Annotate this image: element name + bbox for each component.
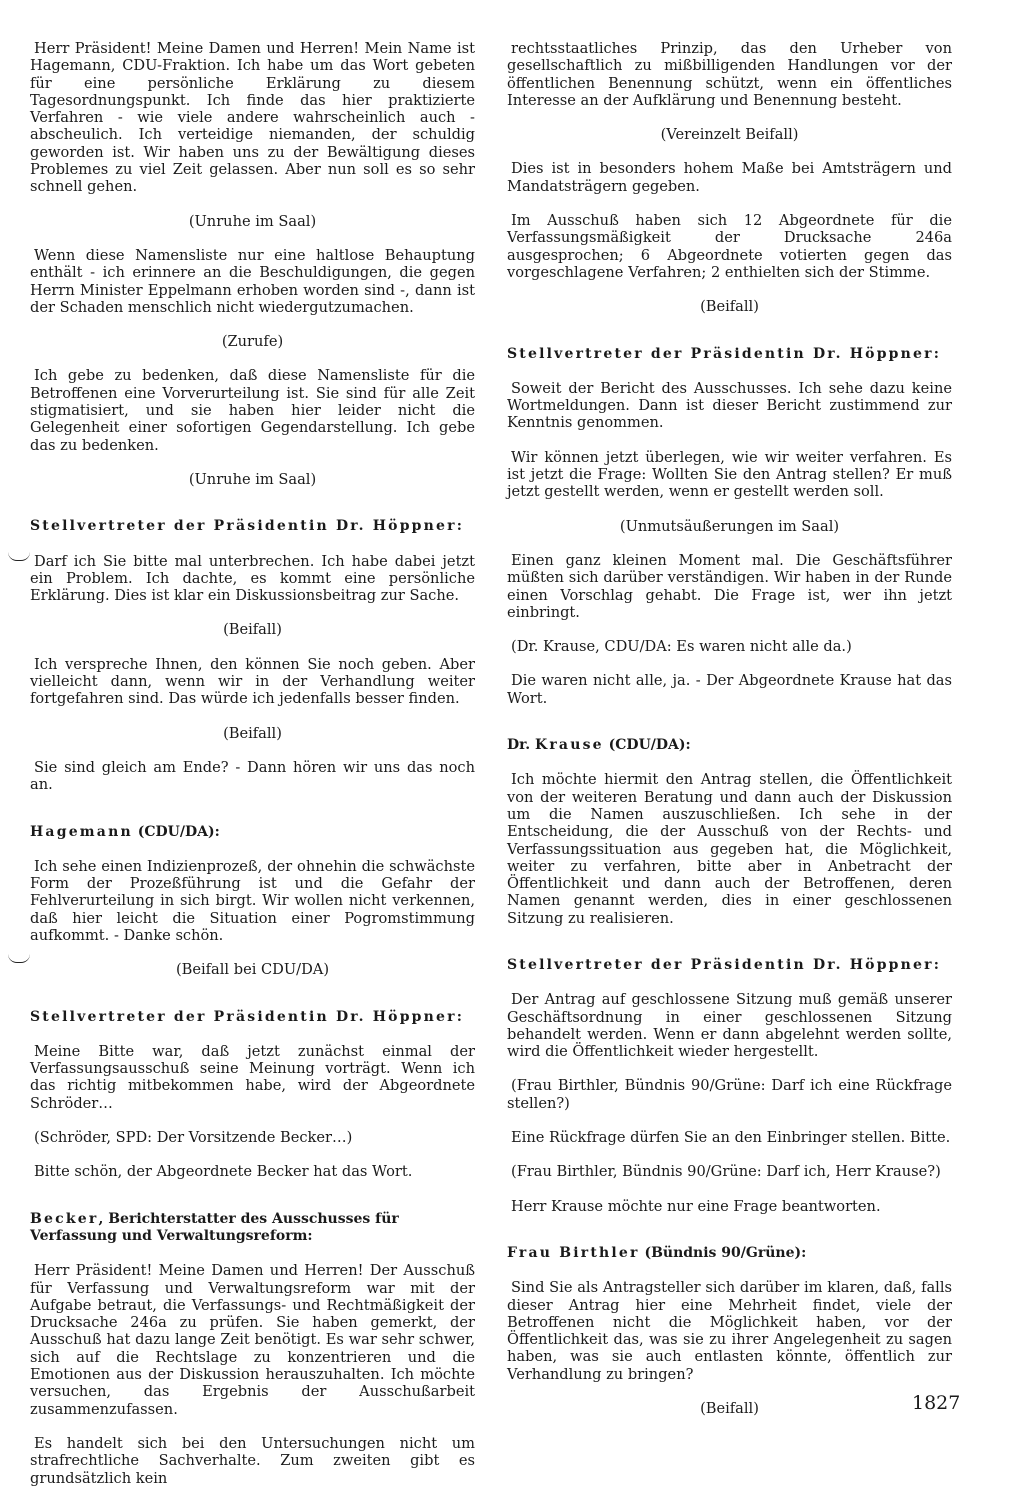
speaker-party: (CDU/DA):: [132, 823, 220, 840]
paragraph: Ich möchte hiermit den Antrag stellen, die Öffentlichkeit von der weiteren Beratung und dann auch der Diskussion um die Namen auszuschließen. Ich sehe in der Entscheidung, die der Ausschuß von der Rechts- und Verfassungssituation aus gegeben hat, die Möglichkeit, weiter zu verfahren, bitte aber in Anbetracht der Öffentlichkeit und dann auch der Betroffenen, deren Namen genannt werden, dies in einer geschlossenen Sitzung zu realisieren.: [507, 771, 952, 927]
speaker-party: (CDU/DA):: [603, 737, 691, 754]
speaker-name: Hagemann: [30, 823, 133, 840]
paragraph: Der Antrag auf geschlossene Sitzung muß gemäß unserer Geschäftsordnung in einer geschlossenen Sitzung behandelt werden. Wenn er dann abgelehnt werden sollte, wird die Öffentlichkeit wieder hergestellt.: [507, 991, 952, 1061]
paragraph: Bitte schön, der Abgeordnete Becker hat das Wort.: [34, 1163, 413, 1181]
interjection-quote: (Dr. Krause, CDU/DA: Es waren nicht alle da.): [511, 638, 852, 656]
speaker-name: Stellvertreter der Präsidentin Dr. Höppner: [507, 956, 934, 973]
speaker-heading: [507, 957, 952, 974]
interjection-quote: (Frau Birthler, Bündnis 90/Grüne: Darf ich, Herr Krause?): [511, 1163, 941, 1181]
paragraph: Es handelt sich bei den Untersuchungen nicht um strafrechtliche Sachverhalte. Zum zweiten gibt es grundsätzlich kein: [30, 1434, 475, 1487]
paragraph: Im Ausschuß haben sich 12 Abgeordnete für die Verfassungsmäßigkeit der Drucksache 246a ausgesprochen; 6 Abgeordnete votierten gegen das vorgeschlagene Verfahren; 2 enthielten sich der Stimme.: [507, 212, 952, 281]
paragraph: Soweit der Bericht des Ausschusses. Ich sehe dazu keine Wortmeldungen. Dann ist dieser Bericht zustimmend zur Kenntnis genommen.: [507, 379, 952, 432]
paragraph: Herr Krause möchte nur eine Frage beantworten.: [511, 1197, 881, 1215]
speaker-name: Frau Birthler: [507, 1244, 640, 1261]
paragraph: Eine Rückfrage dürfen Sie an den Einbringer stellen. Bitte.: [511, 1129, 951, 1147]
paragraph: Ich verspreche Ihnen, den können Sie noch geben. Aber vielleicht dann, wenn wir in der Verhandlung weiter fortgefahren sind. Das würde ich jedenfalls besser finden.: [30, 655, 475, 708]
paragraph: Wenn diese Namensliste nur eine haltlose Behauptung enthält - ich erinnere an die Beschuldigungen, die gegen Herrn Minister Eppelmann erhoben worden sind -, dann ist der Schaden menschlich nicht wiedergutzumachen.: [30, 246, 475, 316]
interjection-quote: (Schröder, SPD: Der Vorsitzende Becker…): [34, 1129, 353, 1147]
interjection-quote: (Frau Birthler, Bündnis 90/Grüne: Darf ich eine Rückfrage stellen?): [507, 1077, 952, 1112]
interjection: (Unruhe im Saal): [188, 470, 317, 488]
speaker-name: Krause: [534, 737, 604, 754]
paragraph: Herr Präsident! Meine Damen und Herren! Der Ausschuß für Verfassung und Verwaltungsreform war mit der Aufgabe betraut, die Verfassungs- und Rechtmäßigkeit der Drucksache 246a zu prüfen. Sie haben gemerkt, der Ausschuß hat dazu lange Zeit benötigt. Es war sehr schwer, sich auf die Rechtslage zu konzentrieren und die Emotionen aus der Diskussion herauszuhalten. Ich möchte versuchen, das Ergebnis der Ausschußarbeit zusammenzufassen.: [30, 1262, 475, 1418]
margin-mark: [8, 954, 30, 963]
paragraph: Meine Bitte war, daß jetzt zunächst einmal der Verfassungsausschuß seine Meinung vorträgt. Wenn ich das richtig mitbekommen habe, wird der Abgeordnete Schröder…: [30, 1042, 475, 1112]
margin-mark: [8, 552, 30, 561]
paragraph: Die waren nicht alle, ja. - Der Abgeordnete Krause hat das Wort.: [507, 672, 952, 707]
interjection: (Beifall): [700, 298, 759, 316]
paragraph: Darf ich Sie bitte mal unterbrechen. Ich habe dabei jetzt ein Problem. Ich dachte, es kommt eine persönliche Erklärung. Dies ist klar ein Diskussionsbeitrag zur Sache.: [30, 552, 475, 605]
speaker-title: Dr.: [507, 737, 535, 754]
speaker-heading: [507, 737, 952, 754]
speaker-role: , Berichterstatter des Ausschusses für Verfassung und Verwaltungsreform:: [30, 1210, 399, 1244]
speaker-heading: [30, 518, 475, 535]
right-column: [507, 40, 952, 1434]
speaker-party: (Bündnis 90/Grüne):: [639, 1244, 807, 1261]
speaker-colon: :: [933, 345, 939, 362]
paragraph: Herr Präsident! Meine Damen und Herren! Mein Name ist Hagemann, CDU-Fraktion. Ich habe um das Wort gebeten für eine persönliche Erklärung zu diesem Tagesordnungspunkt. Ich finde das hier praktizierte Verfahren - wie viele andere wahrscheinlich auch - abscheulich. Ich verteidige niemanden, der schuldig geworden ist. Wir haben uns zu der Bewältigung dieses Problemes zu viel Zeit gelassen. Aber nun soll es so sehr schnell gehen.: [30, 40, 475, 196]
speaker-colon: :: [456, 1008, 462, 1025]
paragraph: rechtsstaatliches Prinzip, das den Urheber von gesellschaftlich zu mißbilligenden Handlungen vor der öffentlichen Benennung schützt, wenn ein öffentliches Interesse an der Aufklärung und Benennung besteht.: [507, 40, 952, 109]
left-column: [30, 40, 475, 1504]
paragraph: Einen ganz kleinen Moment mal. Die Geschäftsführer müßten sich darüber verständigen. Wir haben in der Runde einen Vorschlag gehabt. Die Frage ist, wer ihn jetzt einbringt.: [507, 551, 952, 621]
speaker-name: Becker: [30, 1210, 99, 1227]
paragraph: Sie sind gleich am Ende? - Dann hören wir uns das noch an.: [30, 758, 475, 794]
paragraph: Dies ist in besonders hohem Maße bei Amtsträgern und Mandatsträgern gegeben.: [507, 160, 952, 195]
speaker-name: Stellvertreter der Präsidentin Dr. Höppner: [507, 345, 934, 362]
speaker-heading: [507, 346, 952, 363]
paragraph: Wir können jetzt überlegen, wie wir weiter verfahren. Es ist jetzt die Frage: Wollten Sie den Antrag stellen? Er muß jetzt gestellt werden, wenn er gestellt werden soll.: [507, 448, 952, 501]
paragraph: Sind Sie als Antragsteller sich darüber im klaren, daß, falls dieser Antrag hier eine Mehrheit findet, viele der Betroffenen nicht die Möglichkeit haben, vor der Öffentlichkeit das, was sie zu ihrer Angelegenheit zu sagen haben, was sie auch entlasten könnte, öffentlich zur Verhandlung zu bringen?: [507, 1279, 952, 1383]
speaker-name: Stellvertreter der Präsidentin Dr. Höppner: [30, 1008, 457, 1025]
interjection: (Beifall bei CDU/DA): [175, 961, 330, 979]
page-number: 1827: [912, 1392, 961, 1414]
speaker-heading: [30, 1009, 475, 1026]
speaker-colon: :: [933, 956, 939, 973]
interjection: (Beifall): [700, 1400, 759, 1418]
paragraph: Ich gebe zu bedenken, daß diese Namensliste für die Betroffenen eine Vorverurteilung ist. Sie sind für alle Zeit stigmatisiert, und sie haben hier leider nicht die Gelegenheit einer sofortigen Gegendarstellung. Ich gebe das zu bedenken.: [30, 367, 475, 454]
speaker-colon: :: [456, 518, 462, 535]
interjection: (Zurufe): [221, 333, 284, 351]
interjection: (Vereinzelt Beifall): [660, 126, 799, 144]
interjection: (Unmutsäußerungen im Saal): [619, 517, 840, 535]
interjection: (Beifall): [223, 724, 282, 742]
interjection: (Unruhe im Saal): [188, 212, 317, 230]
interjection: (Beifall): [223, 621, 282, 639]
speaker-name: Stellvertreter der Präsidentin Dr. Höppner: [30, 518, 457, 535]
speaker-heading: [30, 1211, 475, 1246]
speaker-heading: [30, 824, 475, 841]
speaker-heading: [507, 1245, 952, 1262]
paragraph: Ich sehe einen Indizienprozeß, der ohnehin die schwächste Form der Prozeßführung ist und die Gefahr der Fehlverurteilung in sich birgt. Wir wollen nicht verkennen, daß hier leicht die Situation einer Pogromstimmung aufkommt. - Danke schön.: [30, 857, 475, 944]
